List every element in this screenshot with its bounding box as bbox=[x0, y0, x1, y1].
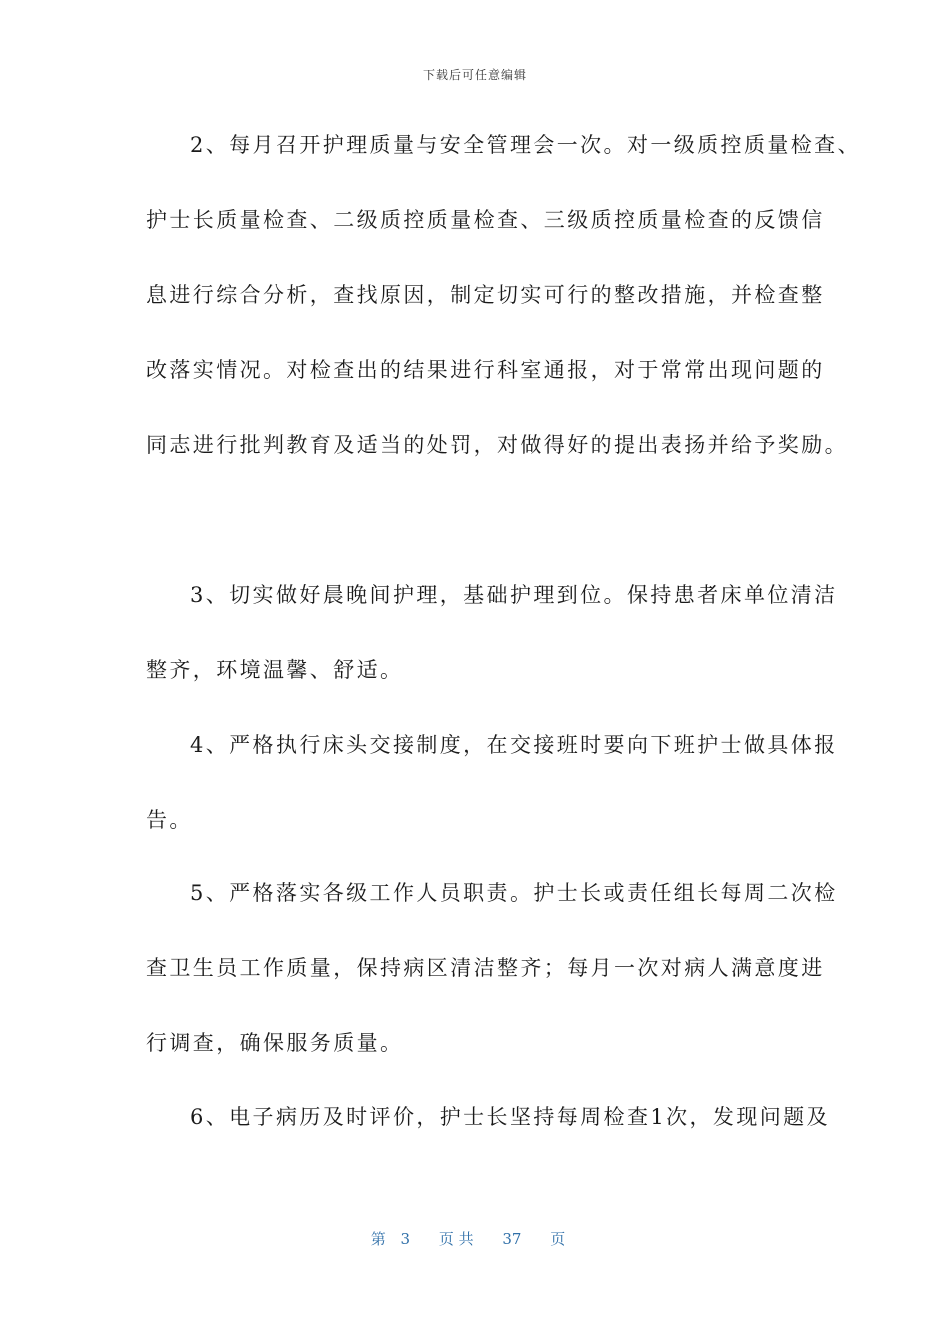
paragraph-3-line-1: 3、切实做好晨晚间护理，基础护理到位。保持患者床单位清洁 bbox=[190, 583, 838, 607]
footer-page-number: 3 bbox=[400, 1230, 411, 1248]
paragraph-6-line-1: 6、电子病历及时评价，护士长坚持每周检查1次，发现问题及 bbox=[190, 1105, 830, 1129]
footer-middle: 页 共 bbox=[438, 1230, 474, 1248]
page-footer bbox=[0, 1228, 950, 1249]
paragraph-5-line-2: 查卫生员工作质量，保持病区清洁整齐；每月一次对病人满意度进 bbox=[146, 956, 825, 980]
paragraph-4-line-2: 告。 bbox=[146, 808, 193, 832]
paragraph-2-line-3: 息进行综合分析，查找原因，制定切实可行的整改措施，并检查整 bbox=[146, 283, 825, 307]
paragraph-5-line-1: 5、严格落实各级工作人员职责。护士长或责任组长每周二次检 bbox=[190, 881, 838, 905]
page-header-note: 下载后可任意编辑 bbox=[422, 68, 527, 82]
footer-suffix: 页 bbox=[550, 1230, 566, 1248]
footer-prefix: 第 bbox=[370, 1230, 386, 1248]
paragraph-2-line-5: 同志进行批判教育及适当的处罚，对做得好的提出表扬并给予奖励。 bbox=[146, 433, 848, 457]
paragraph-2-line-4: 改落实情况。对检查出的结果进行科室通报，对于常常出现问题的 bbox=[146, 358, 825, 382]
paragraph-2-line-1: 2、每月召开护理质量与安全管理会一次。对一级质控质量检查、 bbox=[190, 133, 861, 157]
paragraph-4-line-1: 4、严格执行床头交接制度，在交接班时要向下班护士做具体报 bbox=[190, 733, 838, 757]
paragraph-2-line-2: 护士长质量检查、二级质控质量检查、三级质控质量检查的反馈信 bbox=[146, 208, 825, 232]
paragraph-3-line-2: 整齐，环境温馨、舒适。 bbox=[146, 658, 404, 682]
paragraph-5-line-3: 行调查，确保服务质量。 bbox=[146, 1031, 404, 1055]
footer-total-pages: 37 bbox=[502, 1230, 522, 1248]
